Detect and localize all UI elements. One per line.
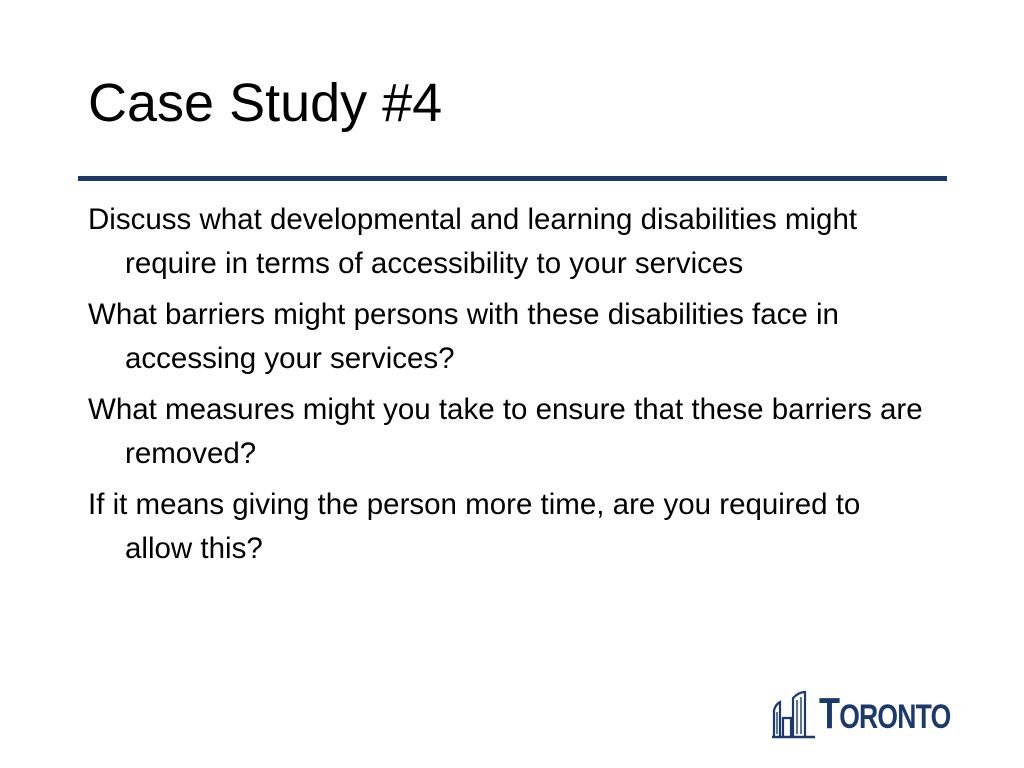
- toronto-logo: [771, 688, 951, 740]
- title-divider: [78, 176, 947, 181]
- logo-wordmark-rest: ORONTO: [839, 698, 951, 736]
- bullet-list: [88, 198, 928, 578]
- bullet-item: Discuss what developmental and learning disabilities might require in terms of accessibility to your services: [88, 203, 858, 280]
- bullet-item: What measures might you take to ensure that these barriers are removed?: [88, 393, 923, 470]
- bullet-item: What barriers might persons with these disabilities face in accessing your services?: [88, 298, 839, 375]
- city-hall-icon: [771, 688, 819, 740]
- slide-title: Case Study #4: [88, 73, 443, 133]
- bullet-item: If it means giving the person more time, are you required to allow this?: [88, 488, 861, 565]
- logo-wordmark: [819, 689, 951, 738]
- logo-wordmark-initial: T: [819, 689, 840, 738]
